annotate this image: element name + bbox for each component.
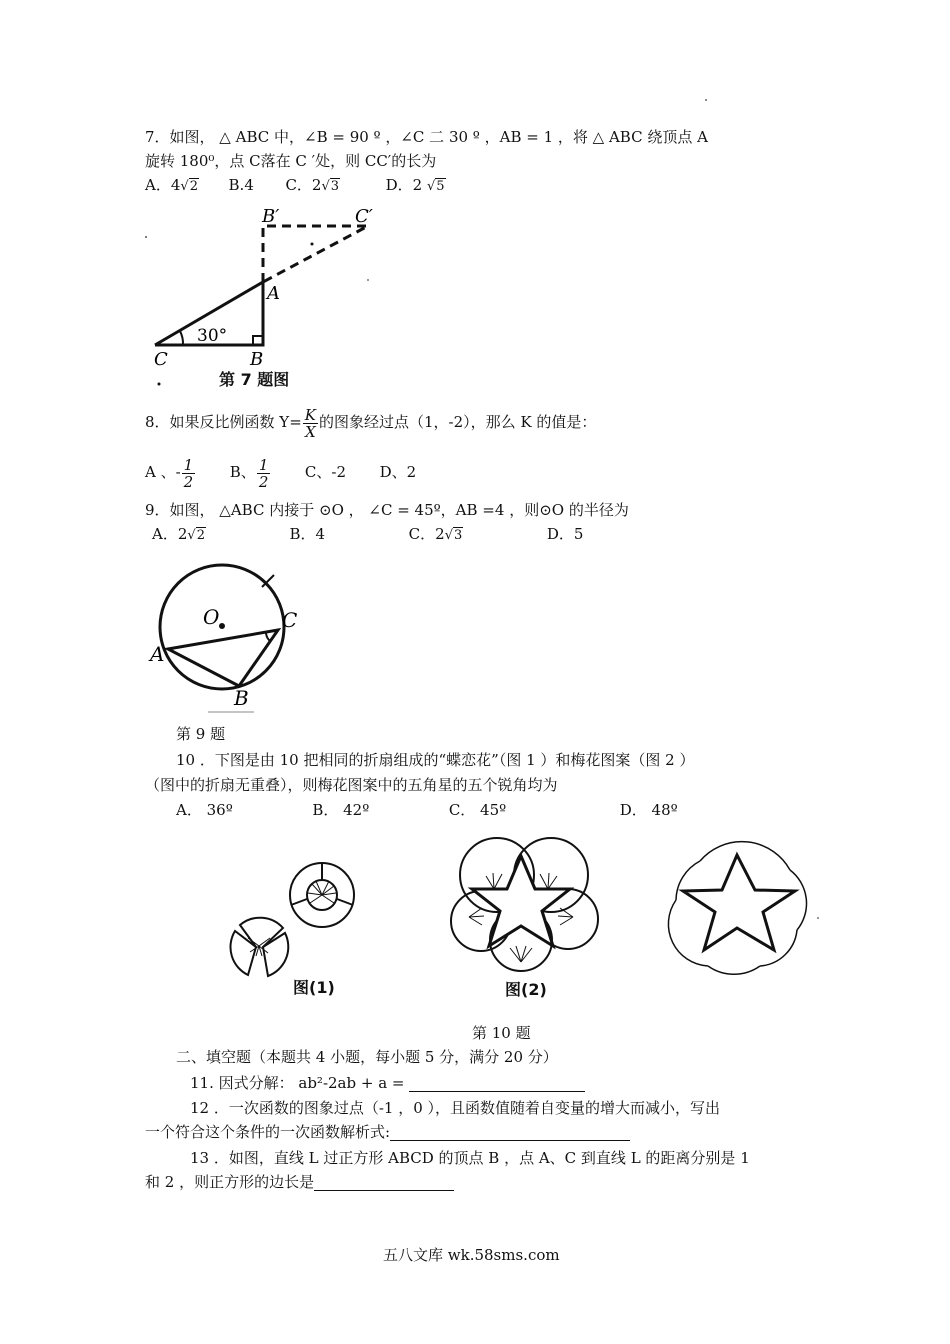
q9-option-a: A．2√2 bbox=[152, 525, 205, 543]
q7-option-a: A．4√2 bbox=[145, 176, 198, 194]
q9-label-c: C bbox=[282, 608, 298, 632]
q11-answer-blank[interactable] bbox=[409, 1075, 585, 1092]
q10-fig1-caption: 图(1) bbox=[293, 978, 335, 997]
q7-label-angle: 30° bbox=[197, 326, 228, 346]
q8-option-a: A 、- $\frac{1}{2}$ bbox=[145, 455, 194, 491]
q10-fig2-caption: 图(2) bbox=[505, 980, 547, 999]
q10-option-d: D． 48º bbox=[619, 801, 678, 819]
q10-option-a: A． 36º bbox=[176, 801, 233, 819]
q9-label-a: A bbox=[150, 642, 165, 666]
q10-line2: （图中的折扇无重叠），则梅花图案中的五角星的五个锐角均为 bbox=[145, 776, 558, 794]
q13-line2: 和 2 ，则正方形的边长是 bbox=[145, 1173, 454, 1191]
q9-option-b: B．4 bbox=[289, 525, 326, 543]
q8-question: 8．如果反比例函数 Y= $\frac{K}{X}$ 的图象经过点（1，-2），那么 K 的值是： bbox=[145, 405, 597, 441]
q7-line1: 7．如图， △ ABC 中，∠B = 90 º ，∠C 二 30 º ，AB = 1 ，将 △ ABC 绕顶点 A bbox=[145, 128, 708, 146]
q9-line1: 9．如图， △ABC 内接于 ⊙O ， ∠C = 45º，AB =4 ，则⊙O 的半径为 bbox=[145, 501, 629, 519]
q7-figure-caption: 第 7 题图 bbox=[219, 370, 290, 389]
q10-figure-caption: 第 10 题 bbox=[472, 1024, 531, 1042]
q10-option-b: B． 42º bbox=[312, 801, 370, 819]
q12-answer-blank[interactable] bbox=[390, 1124, 630, 1141]
q7-option-b: B.4 bbox=[228, 176, 254, 194]
q7-label-b-prime: B′ bbox=[262, 206, 280, 227]
q9-label-o: O bbox=[203, 605, 220, 629]
q12-line2: 一个符合这个条件的一次函数解析式: bbox=[145, 1123, 630, 1141]
q7-label-a: A bbox=[267, 283, 280, 304]
q13-line1: 13 ．如图，直线 L 过正方形 ABCD 的顶点 B ，点 A、C 到直线 L 的距离分别是 1 bbox=[190, 1149, 750, 1167]
q7-line2: 旋转 180⁰，点 C落在 C ′处，则 CC′的长为 bbox=[145, 152, 437, 170]
q13-answer-blank[interactable] bbox=[314, 1174, 454, 1191]
q8-option-d: D、2 bbox=[379, 463, 417, 481]
q8-option-c: C、-2 bbox=[304, 463, 347, 481]
q9-label-b: B bbox=[234, 686, 249, 710]
q8-fraction-k-over-x: $\frac{K}{X}$ bbox=[304, 405, 317, 441]
q9-figure-caption: 第 9 题 bbox=[176, 725, 226, 743]
q10-fig3-plum-outline bbox=[668, 842, 806, 975]
q8-option-b: B、 $\frac{1}{2}$ bbox=[229, 455, 269, 491]
q11-question: 11. 因式分解： ab²-2ab + a = bbox=[190, 1074, 585, 1092]
q10-line1: 10 ．下图是由 10 把相同的折扇组成的“蝶恋花”（图 1 ）和梅花图案（图 2 ） bbox=[176, 751, 695, 769]
q9-option-d: D．5 bbox=[546, 525, 584, 543]
section2-heading: 二、填空题（本题共 4 小题，每小题 5 分，满分 20 分） bbox=[176, 1048, 558, 1066]
q10-option-c: C． 45º bbox=[448, 801, 507, 819]
footer-watermark: 五八文库 wk.58sms.com bbox=[383, 1246, 560, 1264]
q7-option-c: C．2√3 bbox=[285, 176, 340, 194]
q7-label-c: C bbox=[154, 349, 168, 370]
q7-option-d: D．2 √5 bbox=[385, 176, 445, 194]
q7-label-b: B bbox=[250, 349, 264, 370]
q9-option-c: C．2√3 bbox=[408, 525, 463, 543]
q12-line1: 12 ．一次函数的图象过点（-1 ，0 ），且函数值随着自变量的增大而减小，写出 bbox=[190, 1099, 721, 1117]
q7-label-c-prime: C′ bbox=[355, 206, 373, 227]
